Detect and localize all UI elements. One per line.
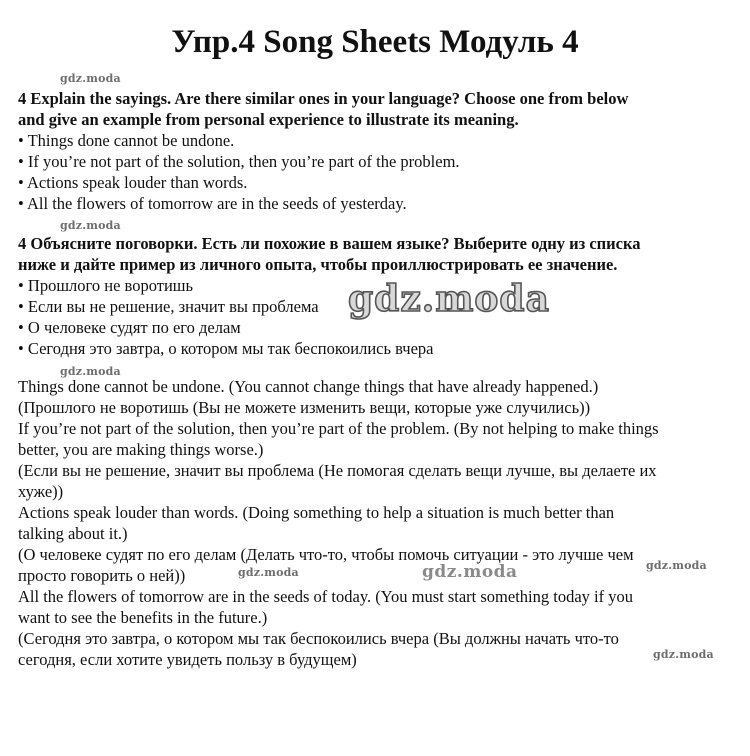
watermark: gdz.moda — [238, 566, 299, 579]
russian-task-heading-line: 4 Объясните поговорки. Есть ли похожие в вашем языке? Выберите одну из списка — [18, 234, 641, 253]
russian-task-heading-line: ниже и дайте пример из личного опыта, чтобы проиллюстрировать ее значение. — [18, 255, 618, 274]
russian-saying: • Прошлого не воротишь — [18, 276, 193, 295]
answer-line: хуже)) — [18, 482, 64, 501]
watermark: gdz.moda — [653, 648, 714, 661]
watermark: gdz.moda — [422, 562, 518, 582]
english-task-heading-line: and give an example from personal experience to illustrate its meaning. — [18, 110, 519, 129]
english-task-heading-line: 4 Explain the sayings. Are there similar ones in your language? Choose one from below — [18, 89, 629, 108]
answer-line: better, you are making things worse.) — [18, 440, 264, 459]
answer-line: (Прошлого не воротишь (Вы не можете изменить вещи, которые уже случились)) — [18, 398, 591, 417]
answer-line: (О человеке судят по его делам (Делать что-то, чтобы помочь ситуации - это лучше чем — [18, 545, 634, 564]
english-saying: • If you’re not part of the solution, then you’re part of the problem. — [18, 152, 460, 171]
watermark-large: gdz.moda — [348, 278, 550, 320]
answer-line: (Если вы не решение, значит вы проблема (Не помогая сделать вещи лучше, вы делаете их — [18, 461, 657, 480]
watermark: gdz.moda — [646, 559, 707, 572]
answer-line: If you’re not part of the solution, then you’re part of the problem. (By not helping to make things — [18, 419, 659, 438]
english-task — [18, 88, 730, 214]
english-saying: • All the flowers of tomorrow are in the seeds of yesterday. — [18, 194, 407, 213]
answer-line: просто говорить о ней)) — [18, 566, 186, 585]
answer-line: talking about it.) — [18, 524, 128, 543]
answers — [18, 376, 730, 670]
english-saying: • Actions speak louder than words. — [18, 173, 248, 192]
watermark: gdz.moda — [60, 365, 121, 378]
russian-saying: • Если вы не решение, значит вы проблема — [18, 297, 319, 316]
answer-line: Actions speak louder than words. (Doing something to help a situation is much better than — [18, 503, 615, 522]
answer-line: сегодня, если хотите увидеть пользу в будущем) — [18, 650, 357, 669]
watermark: gdz.moda — [60, 219, 121, 232]
page-title: Упр.4 Song Sheets Модуль 4 — [171, 24, 579, 60]
russian-saying: • О человеке судят по его делам — [18, 318, 241, 337]
watermark: gdz.moda — [60, 72, 121, 85]
answer-line: (Сегодня это завтра, о котором мы так беспокоились вчера (Вы должны начать что-то — [18, 629, 619, 648]
english-saying: • Things done cannot be undone. — [18, 131, 235, 150]
answer-line: Things done cannot be undone. (You cannot change things that have already happened.) — [18, 377, 599, 396]
russian-saying: • Сегодня это завтра, о котором мы так беспокоились вчера — [18, 339, 434, 358]
answer-line: All the flowers of tomorrow are in the seeds of today. (You must start something today if you — [18, 587, 633, 606]
answer-line: want to see the benefits in the future.) — [18, 608, 268, 627]
